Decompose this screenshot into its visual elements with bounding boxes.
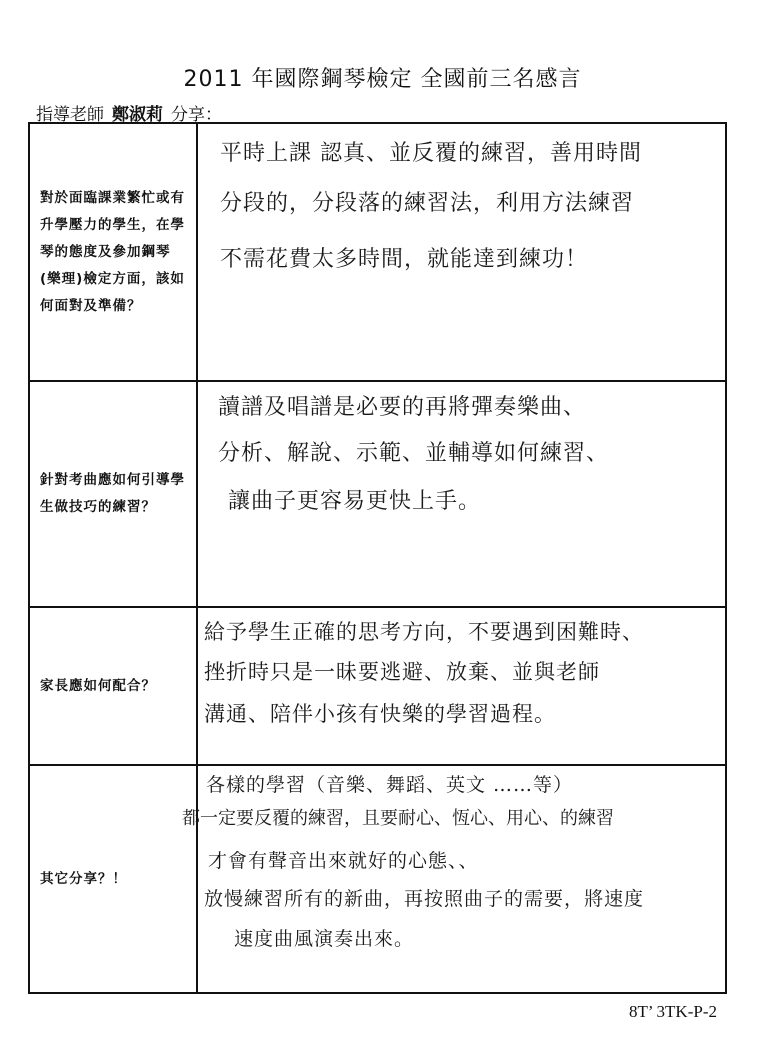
page-title: 2011 年國際鋼琴檢定 全國前三名感言 [183,67,582,92]
qa-row-2 [30,382,725,608]
answer-line: 放慢練習所有的新曲，再按照曲子的需要，將速度 [204,888,645,910]
question-cell [30,124,198,380]
question-text: 其它分享？！ [40,870,127,887]
question-text: 針對考曲應如何引導學生做技巧的練習？ [40,472,185,515]
document-code: 8T’ 3TK-P-2 [629,1002,717,1021]
answer-line: 分段的，分段落的練習法，利用方法練習 [220,191,635,216]
answer-line: 分析、解說、示範、並輔導如何練習、 [218,441,610,466]
teacher-share-label: 分享： [171,105,222,125]
answer-cell [198,382,725,606]
question-text: 對於面臨課業繁忙或有升學壓力的學生，在學琴的態度及參加鋼琴(樂理)檢定方面，該如何面對及準備？ [40,189,185,314]
question-cell [30,382,198,606]
answer-line: 才會有聲音出來就好的心態、、 [208,850,479,872]
answer-line: 平時上課 認真、並反覆的練習，善用時間 [220,141,642,166]
answer-line: 不需花費太多時間，就能達到練功！ [220,247,589,272]
answer-line: 挫折時只是一昧要逃避、放棄、並與老師 [204,660,600,684]
answer-cell [198,124,725,380]
qa-row-4 [30,766,725,992]
answer-line: 速度曲風演奏出來。 [234,928,415,950]
answer-line: 溝通、陪伴小孩有快樂的學習過程。 [204,702,556,726]
qa-row-3 [30,608,725,766]
question-cell [30,766,198,992]
answer-line: 給予學生正確的思考方向，不要遇到困難時、 [204,620,644,644]
answer-cell [198,608,725,764]
answer-line: 讓曲子更容易更快上手。 [228,489,482,514]
answer-line: 各樣的學習（音樂、舞蹈、英文 ……等） [206,774,574,796]
question-cell [30,608,198,764]
answer-cell [182,766,725,992]
question-text: 家長應如何配合？ [40,677,156,694]
teacher-label: 指導老師 [36,105,104,125]
qa-table [28,122,727,994]
teacher-name: 鄭淑莉 [112,105,163,125]
answer-line: 都一定要反覆的練習，且要耐心、恆心、用心、的練習 [182,808,614,829]
answer-line: 讀譜及唱譜是必要的再將彈奏樂曲、 [218,395,587,420]
qa-row-1 [30,124,725,382]
